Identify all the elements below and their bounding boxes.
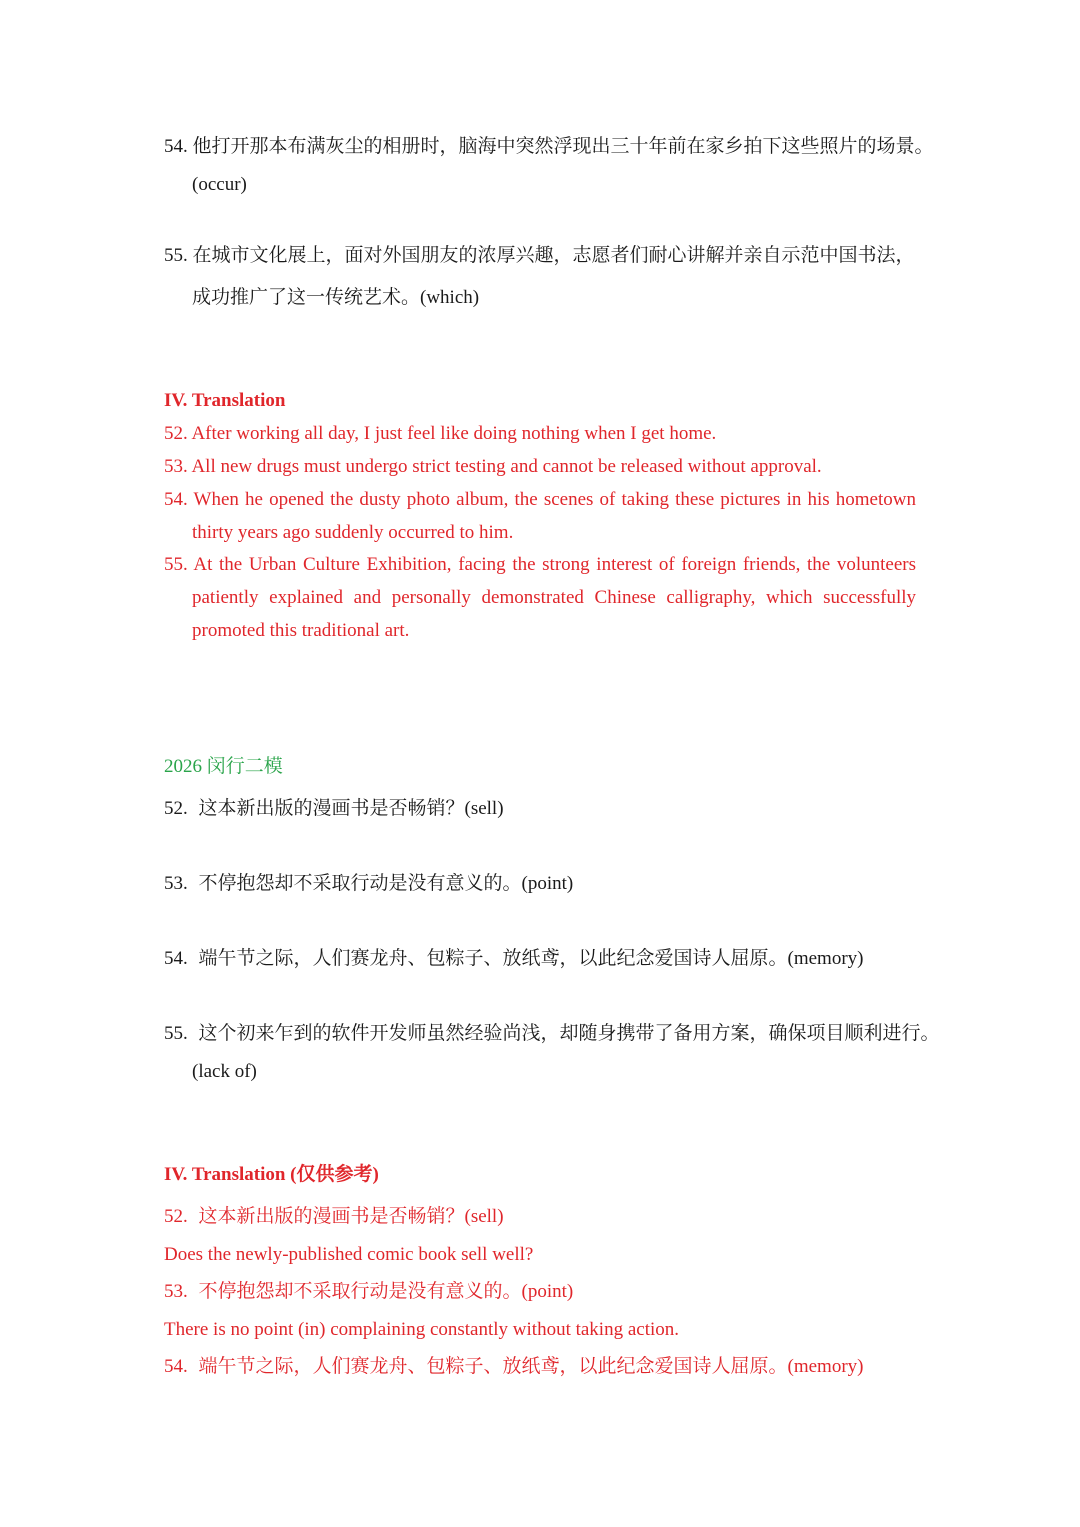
answer-text: All new drugs must undergo strict testing and cannot be released without approval.	[191, 456, 822, 477]
answer-52b: Does the newly-published comic book sell well?	[164, 1244, 534, 1265]
answer-55-line2: patiently explained and personally demonstrated Chinese calligraphy, which successfully	[192, 587, 916, 608]
answer-number: 52.	[164, 423, 188, 444]
question-55	[164, 243, 915, 269]
answer-text: When he opened the dusty photo album, the scenes of taking these pictures in his hometown	[193, 489, 916, 510]
question-number: 54.	[164, 136, 188, 157]
question-text: 在城市文化展上，面对外国朋友的浓厚兴趣，志愿者们耐心讲解并亲自示范中国书法，	[192, 245, 915, 266]
question-number: 54.	[164, 1356, 188, 1377]
answer-number: 55.	[164, 554, 188, 575]
answer-55-line3: promoted this traditional art.	[192, 620, 410, 641]
question-text: 这本新出版的漫画书是否畅销？(sell)	[198, 798, 504, 819]
translation-heading: IV. Translation	[164, 390, 286, 411]
question-text: 这本新出版的漫画书是否畅销？(sell)	[198, 1206, 504, 1227]
answer-question-54	[164, 1354, 863, 1380]
answer-question-52	[164, 1204, 504, 1230]
answer-55	[164, 552, 916, 578]
question-55-line2: 成功推广了这一传统艺术。(which)	[192, 287, 480, 308]
answer-number: 54.	[164, 489, 188, 510]
answer-text: At the Urban Culture Exhibition, facing the strong interest of foreign friends, the volunteers	[193, 554, 916, 575]
question-number: 55.	[164, 245, 188, 266]
translation-heading-2: IV. Translation (仅供参考)	[164, 1164, 379, 1185]
question-text: 端午节之际，人们赛龙舟、包粽子、放纸鸢，以此纪念爱国诗人屈原。(memory)	[198, 948, 864, 969]
answer-number: 53.	[164, 456, 188, 477]
question-53	[164, 871, 573, 897]
question-number: 54.	[164, 948, 188, 969]
answer-53	[164, 454, 822, 480]
question-text: 这个初来乍到的软件开发师虽然经验尚浅，却随身携带了备用方案，确保项目顺利进行。	[198, 1023, 940, 1044]
question-number: 55.	[164, 1023, 188, 1044]
question-54-hint: (occur)	[192, 174, 247, 195]
question-number: 52.	[164, 798, 188, 819]
exam-title: 2026 闵行二模	[164, 756, 283, 777]
answer-question-53	[164, 1279, 573, 1305]
question-text: 他打开那本布满灰尘的相册时，脑海中突然浮现出三十年前在家乡拍下这些照片的场景。	[192, 136, 934, 157]
answer-54	[164, 487, 916, 513]
question-55b	[164, 1021, 940, 1047]
answer-53b: There is no point (in) complaining constantly without taking action.	[164, 1319, 680, 1340]
question-number: 53.	[164, 873, 188, 894]
question-text: 不停抱怨却不采取行动是没有意义的。(point)	[198, 873, 574, 894]
question-54b	[164, 946, 863, 972]
question-text: 不停抱怨却不采取行动是没有意义的。(point)	[198, 1281, 574, 1302]
question-54	[164, 134, 934, 160]
answer-text: After working all day, I just feel like doing nothing when I get home.	[191, 423, 717, 444]
question-number: 52.	[164, 1206, 188, 1227]
question-55b-hint: (lack of)	[192, 1061, 257, 1082]
question-52	[164, 796, 504, 822]
answer-54-line2: thirty years ago suddenly occurred to him.	[192, 522, 514, 543]
answer-52	[164, 421, 716, 447]
question-number: 53.	[164, 1281, 188, 1302]
question-text: 端午节之际，人们赛龙舟、包粽子、放纸鸢，以此纪念爱国诗人屈原。(memory)	[198, 1356, 864, 1377]
